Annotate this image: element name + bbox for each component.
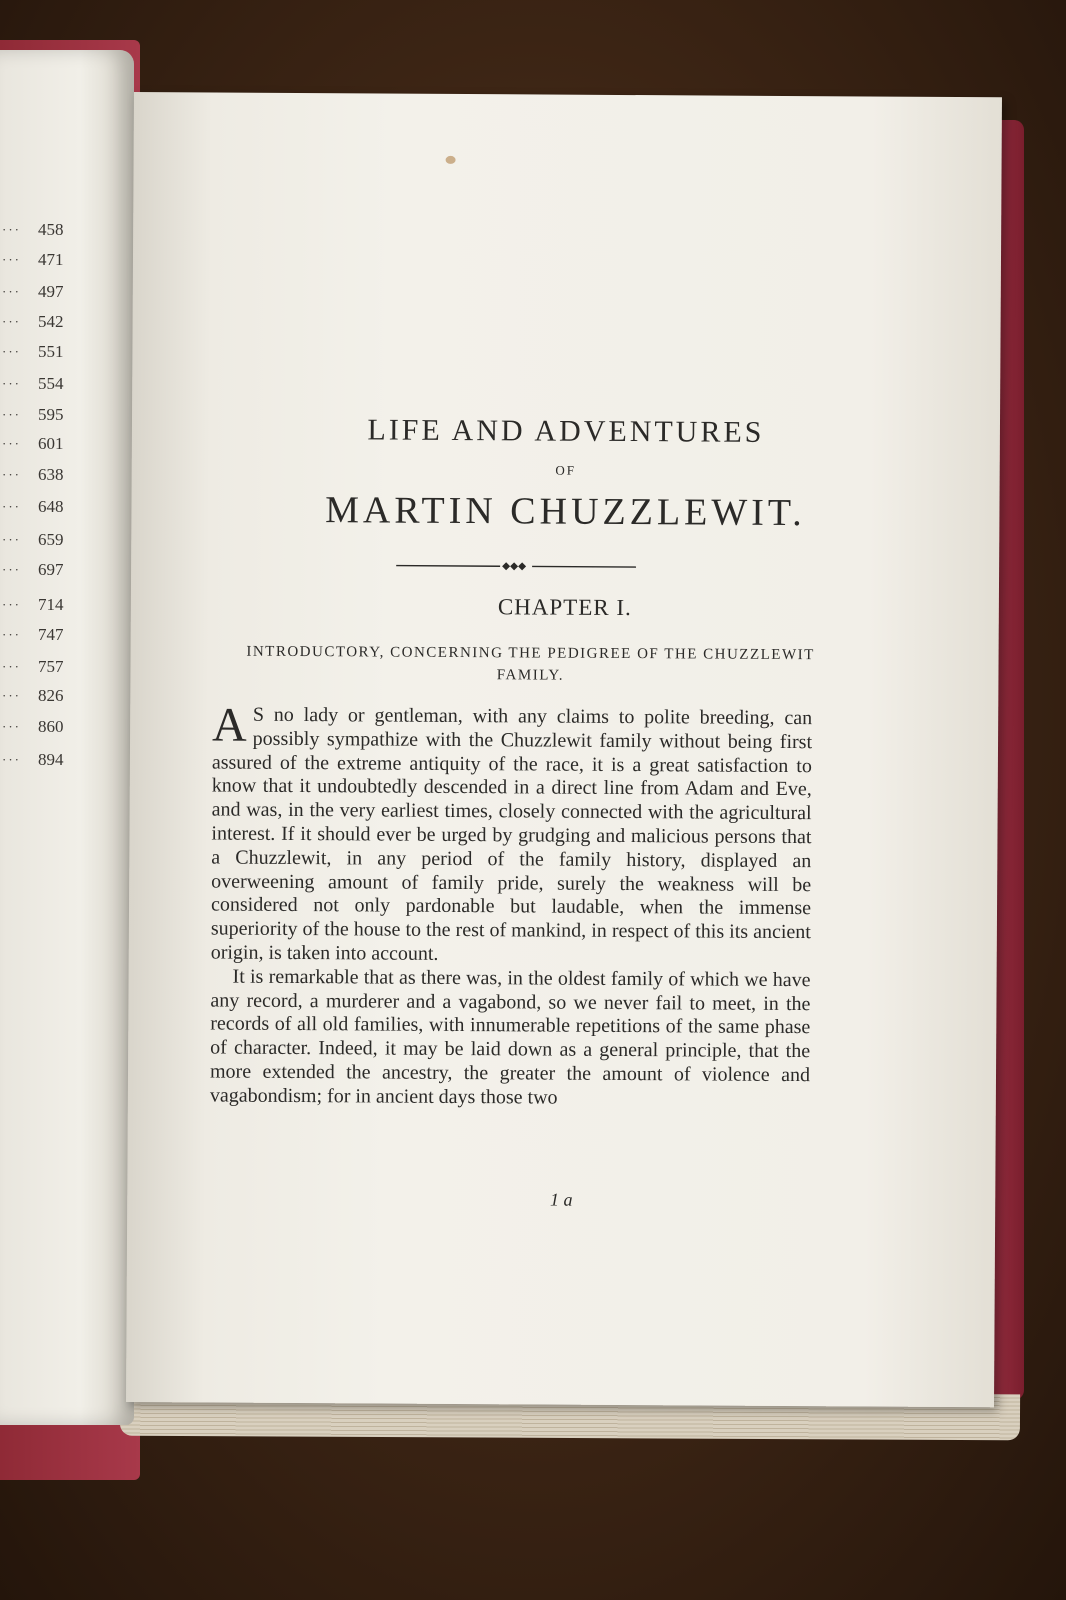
toc-row [0, 312, 70, 342]
toc-leader-dots: ··· [2, 532, 21, 547]
toc-row [0, 220, 70, 250]
toc-leader-dots: ··· [2, 719, 21, 734]
toc-leader-dots: ··· [2, 597, 21, 612]
page-folio: 1 a [549, 1189, 573, 1210]
toc-leader-dots: ··· [2, 284, 21, 299]
toc-page-number: 659 [38, 530, 64, 549]
ornament-rule [396, 560, 636, 573]
toc-leader-dots: ··· [2, 752, 21, 767]
toc-page-number: 458 [38, 220, 64, 239]
toc-leader-dots: ··· [2, 376, 21, 391]
paper-stain [446, 156, 456, 164]
toc-leader-dots: ··· [2, 659, 21, 674]
toc-page-number: 471 [38, 250, 64, 269]
paragraph-1-text: S no lady or gentleman, with any claims to polite breeding, can possibly sympathize with the Chuzzlewit family without being first assured of the extreme antiquity of the race, it is a great satisfaction to know that it undoubtedly descended in a direct line from Adam and Eve, and was, in the very earliest times, closely connected with the agricultural interest. If it should ever be urged by grudging and malicious persons that a Chuzzlewit, in any period of the family history, displayed an overweening amount of family pride, surely the weakness will be considered not only pardonable but laudable, when the immense superiority of the house to the rest of mankind, in respect of this its ancient origin, is taken into account. [210, 703, 813, 965]
toc-page-number: 554 [38, 374, 64, 393]
toc-page-number: 648 [38, 497, 64, 516]
toc-leader-dots: ··· [2, 688, 21, 703]
toc-page-number: 595 [38, 405, 64, 424]
toc-leader-dots: ··· [2, 499, 21, 514]
toc-page-number: 551 [38, 342, 64, 361]
paragraph-2: It is remarkable that as there was, in the oldest family of which we have any record, a murderer and a vagabond, so we never fail to meet, in the records of all old families, with innumerable repetitions of the same phase of character. Indeed, it may be laid down as a general principle, that the more extended the ancestry, the greater the amount of violence and vagabondism; for in ancient days those two [209, 965, 811, 1109]
toc-leader-dots: ··· [2, 252, 21, 267]
toc-row [0, 560, 70, 590]
toc-leader-dots: ··· [2, 562, 21, 577]
toc-leader-dots: ··· [2, 467, 21, 482]
left-page [0, 50, 134, 1425]
toc-row [0, 595, 70, 625]
body-text [209, 698, 813, 1111]
toc-row [0, 434, 70, 464]
toc-row [0, 530, 70, 560]
book-title: MARTIN CHUZZLEWIT. [325, 489, 806, 535]
toc-page-number: 826 [38, 686, 64, 705]
toc-leader-dots: ··· [2, 407, 21, 422]
toc-page-number: 497 [38, 282, 64, 301]
drop-cap: A [211, 698, 247, 752]
toc-leader-dots: ··· [2, 344, 21, 359]
toc-row [0, 405, 70, 435]
toc-page-number: 542 [38, 312, 64, 331]
chapter-subtitle: INTRODUCTORY, CONCERNING THE PEDIGREE OF THE CHUZZLEWIT FAMILY. [246, 643, 815, 684]
toc-page-number: 638 [38, 465, 64, 484]
toc-page-number: 601 [38, 434, 64, 453]
toc-row [0, 750, 70, 780]
toc-row [0, 497, 70, 527]
toc-leader-dots: ··· [2, 627, 21, 642]
title-of: OF [555, 462, 577, 478]
toc-row [0, 686, 70, 716]
toc-leader-dots: ··· [2, 222, 21, 237]
paragraph-1 [210, 698, 813, 968]
toc-row [0, 282, 70, 312]
toc-page-number: 757 [38, 657, 64, 676]
toc-page-number: 697 [38, 560, 64, 579]
chapter-heading: CHAPTER I. [497, 594, 632, 621]
toc-row [0, 374, 70, 404]
toc-row [0, 657, 70, 687]
toc-row [0, 250, 70, 280]
title-line-1: LIFE AND ADVENTURES [367, 413, 765, 449]
toc-page-number: 894 [38, 750, 64, 769]
toc-page-number: 860 [38, 717, 64, 736]
right-page [126, 92, 1002, 1407]
toc-leader-dots: ··· [2, 314, 21, 329]
toc-row [0, 717, 70, 747]
toc-page-number: 747 [38, 625, 64, 644]
toc-row [0, 342, 70, 372]
toc-row [0, 625, 70, 655]
toc-row [0, 465, 70, 495]
toc-leader-dots: ··· [2, 436, 21, 451]
toc-page-number: 714 [38, 595, 64, 614]
